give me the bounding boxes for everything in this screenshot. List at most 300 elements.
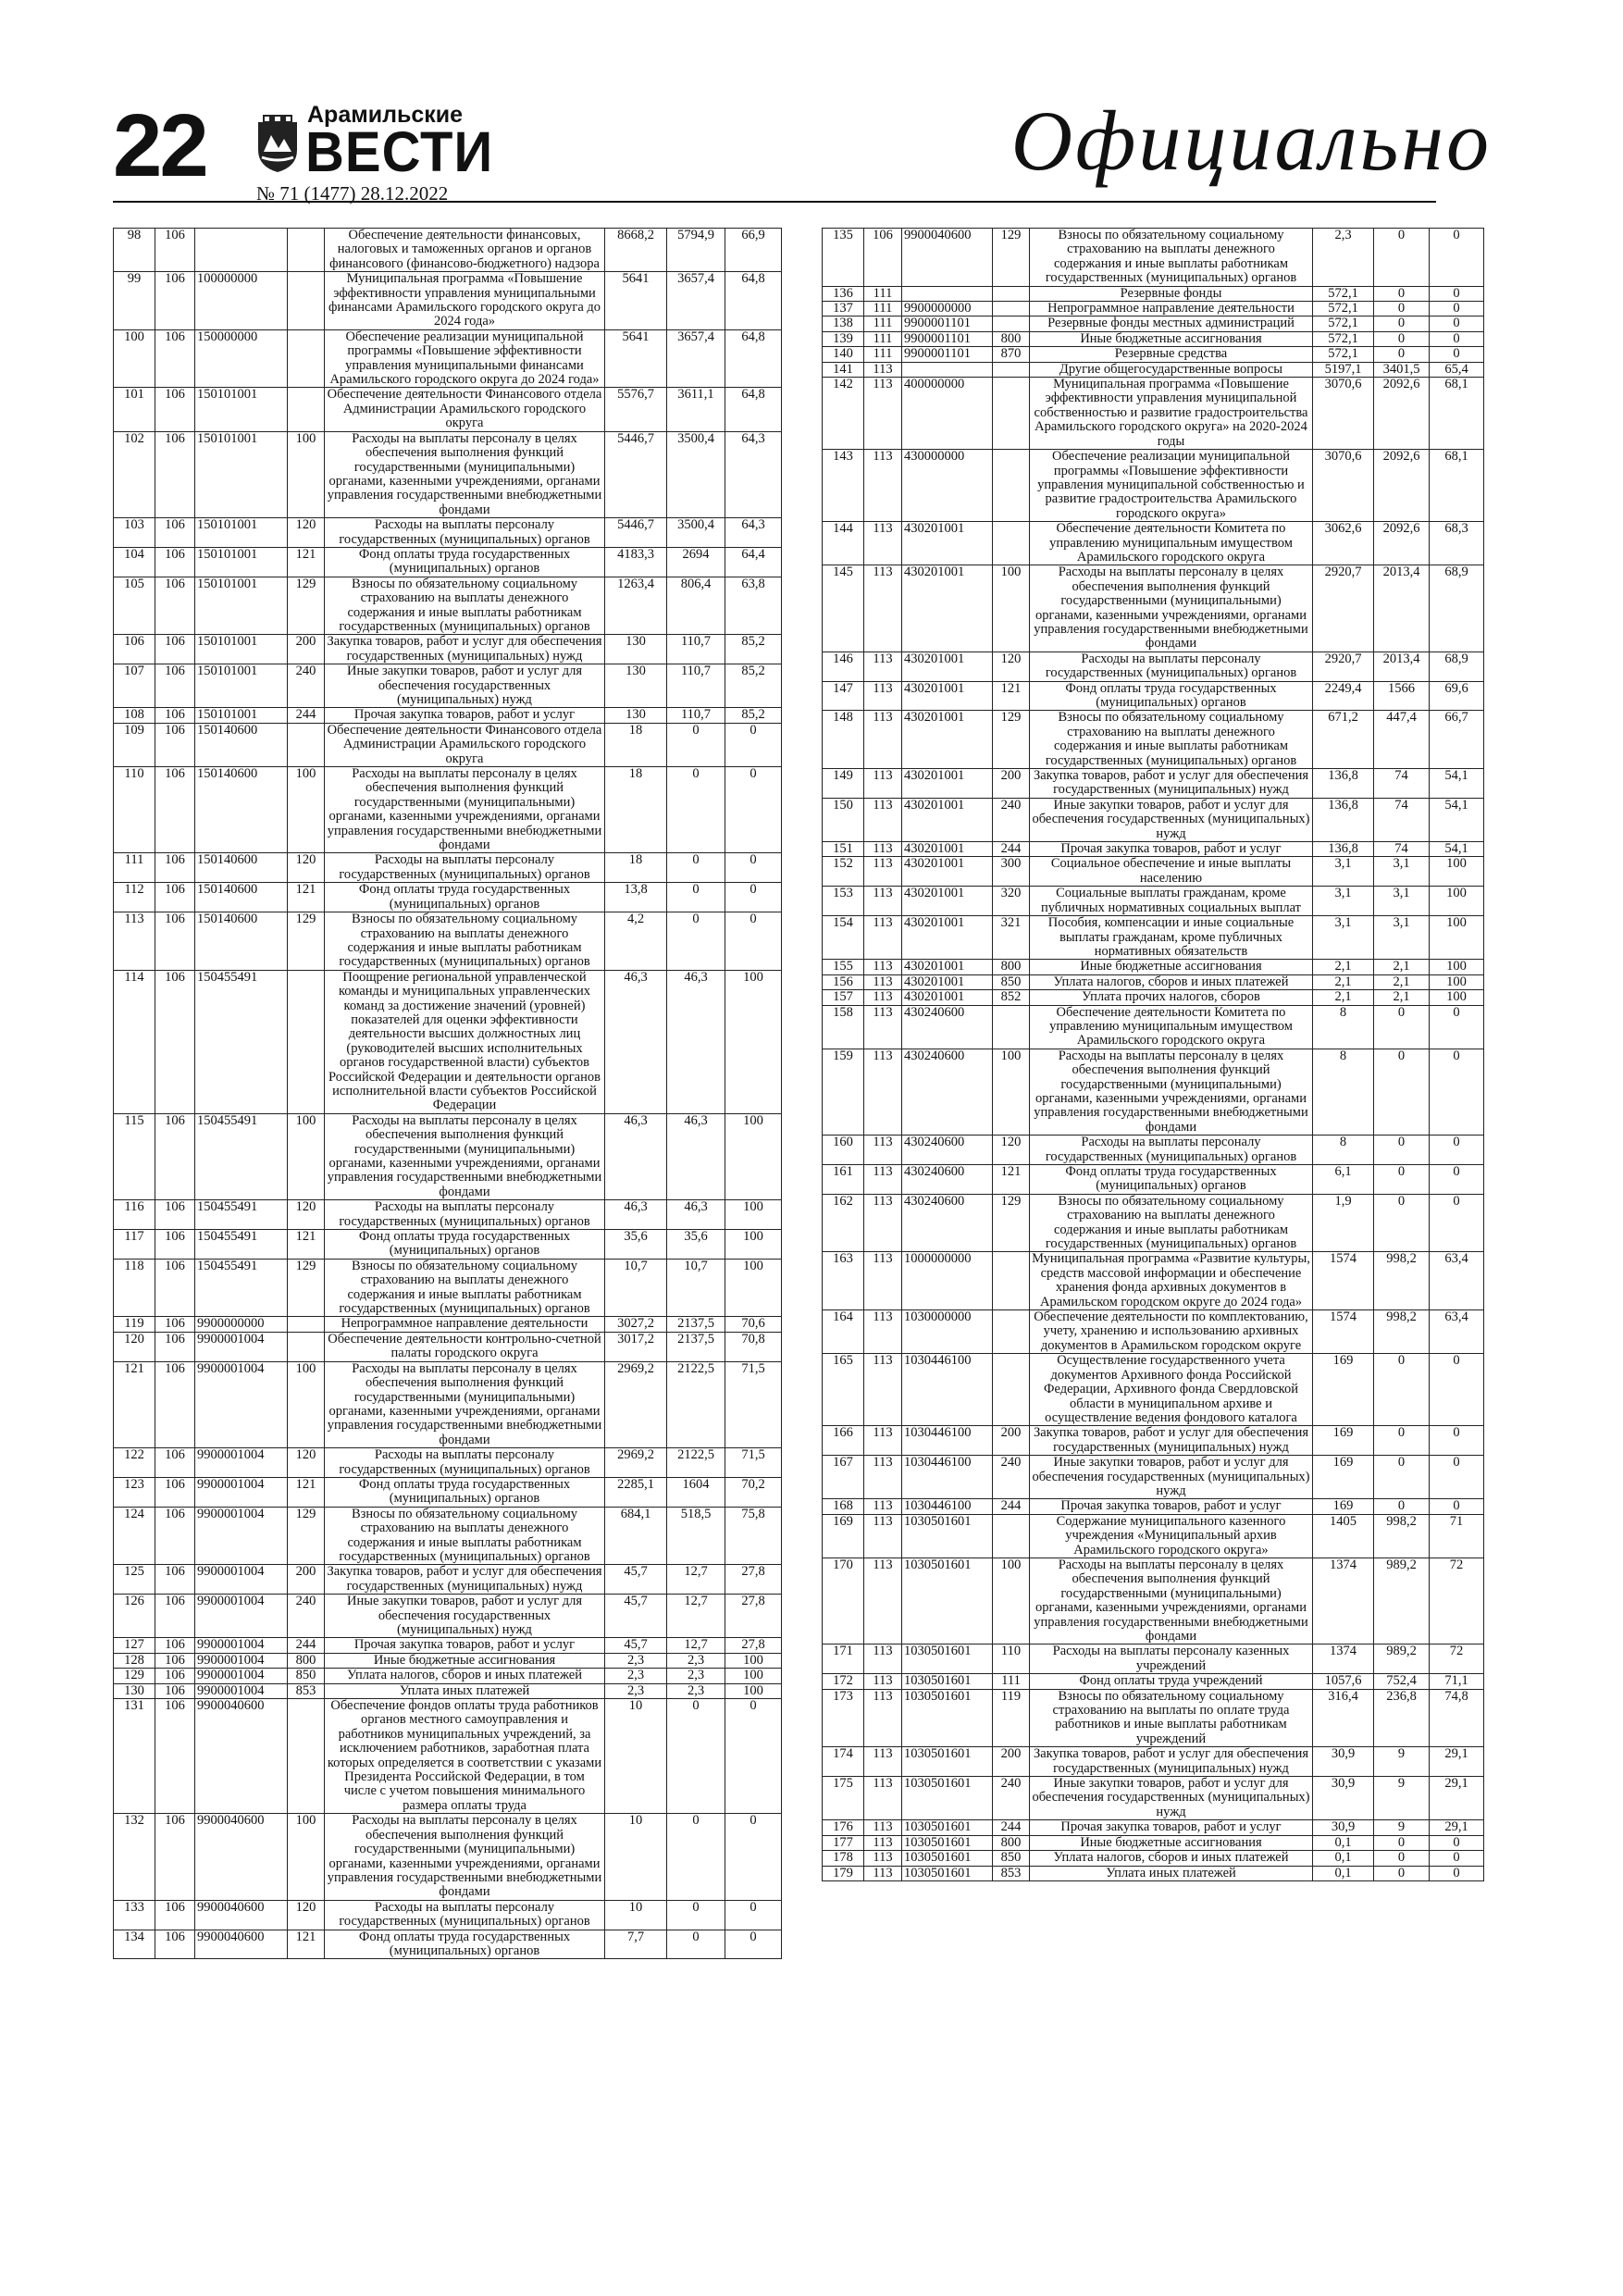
- table-row: [823, 1777, 1484, 1820]
- section-code: 106: [155, 883, 195, 912]
- row-number: 132: [114, 1814, 155, 1900]
- table-row: [114, 664, 782, 708]
- execution-percent: 64,8: [725, 272, 782, 330]
- row-description: Взносы по обязательному социальному страхованию на выплаты денежного содержания и иные выплаты работникам государственных (муниципальных) органов: [325, 912, 605, 971]
- section-code: 106: [155, 329, 195, 388]
- expense-type-code: 870: [993, 347, 1030, 362]
- table-row: [823, 565, 1484, 652]
- plan-amount: 46,3: [605, 1113, 667, 1199]
- executed-amount: 2092,6: [1374, 450, 1430, 522]
- table-row: [823, 681, 1484, 711]
- row-number: 129: [114, 1669, 155, 1683]
- execution-percent: 0: [1430, 1835, 1484, 1850]
- row-description: Обеспечение деятельности Комитета по управлению муниципальным имуществом Арамильского городского округа: [1030, 522, 1313, 565]
- row-description: Взносы по обязательному социальному страхованию на выплаты денежного содержания и иные выплаты работникам государственных (муниципальных) органов: [1030, 229, 1313, 287]
- table-row: [823, 1499, 1484, 1514]
- target-article-code: 1030501601: [902, 1835, 993, 1850]
- target-article-code: 430240600: [902, 1049, 993, 1135]
- execution-percent: 0: [725, 853, 782, 883]
- target-article-code: [195, 229, 288, 272]
- row-description: Обеспечение реализации муниципальной программы «Повышение эффективности управления муниципальными финансами Арамильского городского округа до 2024 года»: [325, 329, 605, 388]
- table-row: [823, 1820, 1484, 1835]
- row-number: 158: [823, 1005, 864, 1049]
- execution-percent: 100: [1430, 974, 1484, 989]
- row-description: Муниципальная программа «Развитие культуры, средств массовой информации и обеспечение хранения фонда архивных документов в Арамильском городском округе до 2024 года»: [1030, 1252, 1313, 1310]
- row-description: Социальное обеспечение и иные выплаты населению: [1030, 857, 1313, 887]
- plan-amount: 3,1: [1313, 916, 1374, 960]
- target-article-code: 430201001: [902, 887, 993, 916]
- executed-amount: 0: [667, 1699, 725, 1814]
- row-description: Закупка товаров, работ и услуг для обеспечения государственных (муниципальных) нужд: [1030, 1426, 1313, 1456]
- expense-type-code: 200: [288, 1565, 325, 1595]
- row-number: 145: [823, 565, 864, 652]
- execution-percent: 69,6: [1430, 681, 1484, 711]
- section-code: 106: [155, 1565, 195, 1595]
- expense-type-code: 853: [993, 1866, 1030, 1880]
- expense-type-code: 300: [993, 857, 1030, 887]
- row-number: 116: [114, 1200, 155, 1230]
- expense-type-code: 111: [993, 1674, 1030, 1689]
- execution-percent: 63,8: [725, 577, 782, 635]
- row-description: Взносы по обязательному социальному страхованию на выплаты по оплате труда работников и иные выплаты работникам учреждений: [1030, 1689, 1313, 1747]
- execution-percent: 0: [1430, 1136, 1484, 1165]
- row-description: Иные закупки товаров, работ и услуг для обеспечения государственных (муниципальных) нужд: [1030, 1777, 1313, 1820]
- executed-amount: 0: [1374, 286, 1430, 301]
- issue-info: № 71 (1477) 28.12.2022: [256, 182, 449, 205]
- row-number: 176: [823, 1820, 864, 1835]
- plan-amount: 2249,4: [1313, 681, 1374, 711]
- section-title: Официально: [1010, 93, 1492, 188]
- plan-amount: 169: [1313, 1354, 1374, 1426]
- plan-amount: 3070,6: [1313, 378, 1374, 450]
- execution-percent: 100: [725, 970, 782, 1113]
- row-number: 150: [823, 798, 864, 841]
- plan-amount: 30,9: [1313, 1777, 1374, 1820]
- section-code: 106: [155, 1477, 195, 1507]
- row-number: 109: [114, 723, 155, 766]
- budget-table-right: [822, 228, 1484, 1881]
- expense-type-code: [993, 302, 1030, 316]
- expense-type-code: 320: [993, 887, 1030, 916]
- section-code: 113: [864, 1866, 902, 1880]
- row-description: Закупка товаров, работ и услуг для обеспечения государственных (муниципальных) нужд: [325, 1565, 605, 1595]
- execution-percent: 68,9: [1430, 565, 1484, 652]
- executed-amount: 998,2: [1374, 1514, 1430, 1558]
- row-description: Муниципальная программа «Повышение эффективности управления муниципальной собственностью и развитие градостроительства Арамильского городского округа» на 2020-2024 годы: [1030, 378, 1313, 450]
- row-description: Иные бюджетные ассигнования: [1030, 960, 1313, 974]
- section-code: 106: [155, 1930, 195, 1959]
- executed-amount: 0: [1374, 1835, 1430, 1850]
- row-description: Расходы на выплаты персоналу государственных (муниципальных) органов: [325, 1200, 605, 1230]
- row-number: 164: [823, 1310, 864, 1354]
- section-code: 106: [155, 767, 195, 853]
- execution-percent: 72: [1430, 1558, 1484, 1644]
- row-description: Расходы на выплаты персоналу государственных (муниципальных) органов: [325, 1900, 605, 1930]
- execution-percent: 54,1: [1430, 769, 1484, 799]
- expense-type-code: [288, 1332, 325, 1361]
- table-row: [114, 431, 782, 517]
- executed-amount: 0: [1374, 1851, 1430, 1866]
- plan-amount: 2,3: [1313, 229, 1374, 287]
- executed-amount: 2,1: [1374, 990, 1430, 1005]
- plan-amount: 1057,6: [1313, 1674, 1374, 1689]
- execution-percent: 68,1: [1430, 450, 1484, 522]
- row-description: Обеспечение фондов оплаты труда работников органов местного самоуправления и работников муниципальных учреждений, за исключением работников, заработная плата которых определяется в соответствии с указами Президента Российской Федерации, в том числе с учетом повышения минимального размера оплаты труда: [325, 1699, 605, 1814]
- section-code: 113: [864, 1558, 902, 1644]
- plan-amount: 30,9: [1313, 1820, 1374, 1835]
- table-row: [823, 842, 1484, 857]
- target-article-code: 150140600: [195, 767, 288, 853]
- section-code: 106: [155, 518, 195, 548]
- row-number: 160: [823, 1136, 864, 1165]
- executed-amount: 35,6: [667, 1230, 725, 1260]
- table-row: [823, 1136, 1484, 1165]
- execution-percent: 0: [1430, 347, 1484, 362]
- row-number: 154: [823, 916, 864, 960]
- section-code: 113: [864, 1194, 902, 1252]
- section-code: 113: [864, 1499, 902, 1514]
- row-description: Расходы на выплаты персоналу в целях обеспечения выполнения функций государственными (муниципальными) органами, казенными учреждениями, органами управления государственными внебюджетными фондами: [325, 1361, 605, 1447]
- row-description: Иные бюджетные ассигнования: [1030, 1835, 1313, 1850]
- row-description: Иные бюджетные ассигнования: [325, 1653, 605, 1668]
- table-row: [114, 635, 782, 664]
- row-description: Фонд оплаты труда государственных (муниципальных) органов: [325, 1477, 605, 1507]
- table-row: [823, 711, 1484, 769]
- expense-type-code: 244: [288, 708, 325, 723]
- expense-type-code: [288, 1699, 325, 1814]
- executed-amount: 46,3: [667, 1200, 725, 1230]
- target-article-code: 430240600: [902, 1005, 993, 1049]
- target-article-code: 430201001: [902, 798, 993, 841]
- execution-percent: 0: [1430, 1005, 1484, 1049]
- section-code: 113: [864, 1005, 902, 1049]
- row-number: 162: [823, 1194, 864, 1252]
- expense-type-code: [288, 329, 325, 388]
- execution-percent: 100: [725, 1200, 782, 1230]
- row-number: 137: [823, 302, 864, 316]
- execution-percent: 100: [725, 1683, 782, 1698]
- expense-type-code: 240: [288, 1595, 325, 1638]
- row-number: 113: [114, 912, 155, 971]
- expense-type-code: 129: [288, 1259, 325, 1317]
- section-code: 113: [864, 1747, 902, 1777]
- execution-percent: 100: [725, 1669, 782, 1683]
- execution-percent: 0: [1430, 1354, 1484, 1426]
- table-row: [823, 331, 1484, 346]
- row-description: Резервные фонды местных администраций: [1030, 316, 1313, 331]
- executed-amount: 9: [1374, 1820, 1430, 1835]
- section-code: 113: [864, 1456, 902, 1499]
- section-code: 106: [155, 664, 195, 708]
- row-number: 170: [823, 1558, 864, 1644]
- expense-type-code: [993, 316, 1030, 331]
- section-code: 113: [864, 565, 902, 652]
- executed-amount: 989,2: [1374, 1558, 1430, 1644]
- target-article-code: 1030501601: [902, 1747, 993, 1777]
- row-number: 122: [114, 1448, 155, 1478]
- plan-amount: 7,7: [605, 1930, 667, 1959]
- section-code: 106: [155, 229, 195, 272]
- plan-amount: 169: [1313, 1499, 1374, 1514]
- row-description: Фонд оплаты труда государственных (муниципальных) органов: [1030, 1165, 1313, 1195]
- table-row: [114, 1361, 782, 1447]
- table-row: [114, 1930, 782, 1959]
- row-description: Иные закупки товаров, работ и услуг для обеспечения государственных (муниципальных) нужд: [1030, 798, 1313, 841]
- row-number: 168: [823, 1499, 864, 1514]
- plan-amount: 10: [605, 1900, 667, 1930]
- target-article-code: 430201001: [902, 522, 993, 565]
- execution-percent: 100: [1430, 887, 1484, 916]
- execution-percent: 68,1: [1430, 378, 1484, 450]
- expense-type-code: 100: [993, 1558, 1030, 1644]
- section-code: 113: [864, 1252, 902, 1310]
- section-code: 111: [864, 316, 902, 331]
- executed-amount: 12,7: [667, 1638, 725, 1653]
- section-code: 106: [155, 1683, 195, 1698]
- target-article-code: 150140600: [195, 883, 288, 912]
- plan-amount: 1574: [1313, 1252, 1374, 1310]
- row-description: Прочая закупка товаров, работ и услуг: [1030, 1499, 1313, 1514]
- expense-type-code: 240: [993, 798, 1030, 841]
- plan-amount: 1374: [1313, 1644, 1374, 1674]
- table-row: [114, 883, 782, 912]
- page-header: [113, 94, 1492, 204]
- table-row: [114, 853, 782, 883]
- target-article-code: 9900001004: [195, 1683, 288, 1698]
- table-row: [823, 960, 1484, 974]
- target-article-code: 150140600: [195, 723, 288, 766]
- expense-type-code: [993, 286, 1030, 301]
- plan-amount: 2969,2: [605, 1448, 667, 1478]
- table-row: [823, 1514, 1484, 1558]
- expense-type-code: [288, 723, 325, 766]
- row-number: 165: [823, 1354, 864, 1426]
- section-code: 106: [155, 1669, 195, 1683]
- row-description: Расходы на выплаты персоналу в целях обеспечения выполнения функций государственными (муниципальными) органами, казенными учреждениями, органами управления государственными внебюджетными фондами: [1030, 565, 1313, 652]
- row-number: 146: [823, 652, 864, 681]
- table-row: [823, 229, 1484, 287]
- executed-amount: 0: [1374, 1165, 1430, 1195]
- table-row: [823, 1558, 1484, 1644]
- row-number: 114: [114, 970, 155, 1113]
- target-article-code: 9900001004: [195, 1448, 288, 1478]
- row-number: 112: [114, 883, 155, 912]
- execution-percent: 27,8: [725, 1595, 782, 1638]
- executed-amount: 0: [1374, 1866, 1430, 1880]
- expense-type-code: [288, 388, 325, 431]
- row-description: Фонд оплаты труда учреждений: [1030, 1674, 1313, 1689]
- expense-type-code: 129: [288, 912, 325, 971]
- expense-type-code: [993, 1310, 1030, 1354]
- expense-type-code: [288, 229, 325, 272]
- table-row: [114, 577, 782, 635]
- plan-amount: 8: [1313, 1005, 1374, 1049]
- row-description: Расходы на выплаты персоналу государственных (муниципальных) органов: [325, 853, 605, 883]
- executed-amount: 2013,4: [1374, 565, 1430, 652]
- table-row: [823, 1252, 1484, 1310]
- expense-type-code: 120: [288, 853, 325, 883]
- execution-percent: 72: [1430, 1644, 1484, 1674]
- executed-amount: 3,1: [1374, 857, 1430, 887]
- execution-percent: 71,5: [725, 1361, 782, 1447]
- row-number: 151: [823, 842, 864, 857]
- plan-amount: 136,8: [1313, 769, 1374, 799]
- plan-amount: 1263,4: [605, 577, 667, 635]
- executed-amount: 46,3: [667, 970, 725, 1113]
- expense-type-code: 100: [288, 767, 325, 853]
- expense-type-code: [288, 1317, 325, 1332]
- target-article-code: 1030501601: [902, 1558, 993, 1644]
- table-row: [823, 1005, 1484, 1049]
- row-number: 173: [823, 1689, 864, 1747]
- target-article-code: 9900001004: [195, 1507, 288, 1565]
- target-article-code: 9900001004: [195, 1638, 288, 1653]
- row-description: Расходы на выплаты персоналу государственных (муниципальных) органов: [325, 518, 605, 548]
- row-description: Обеспечение деятельности Финансового отдела Администрации Арамильского городского округа: [325, 723, 605, 766]
- section-code: 106: [155, 1332, 195, 1361]
- row-description: Расходы на выплаты персоналу государственных (муниципальных) органов: [1030, 1136, 1313, 1165]
- section-code: 106: [155, 1113, 195, 1199]
- target-article-code: 150455491: [195, 1113, 288, 1199]
- table-row: [114, 388, 782, 431]
- section-code: 106: [864, 229, 902, 287]
- target-article-code: 9900040600: [195, 1900, 288, 1930]
- row-description: Муниципальная программа «Повышение эффективности управления муниципальными финансами Арамильского городского округа до 2024 года»: [325, 272, 605, 330]
- plan-amount: 572,1: [1313, 347, 1374, 362]
- row-number: 99: [114, 272, 155, 330]
- table-row: [114, 1814, 782, 1900]
- execution-percent: 74,8: [1430, 1689, 1484, 1747]
- table-row: [114, 1507, 782, 1565]
- row-description: Расходы на выплаты персоналу в целях обеспечения выполнения функций государственными (муниципальными) органами, казенными учреждениями, органами управления государственными внебюджетными фондами: [325, 1113, 605, 1199]
- row-description: Фонд оплаты труда государственных (муниципальных) органов: [325, 883, 605, 912]
- row-number: 138: [823, 316, 864, 331]
- plan-amount: 1,9: [1313, 1194, 1374, 1252]
- section-code: 113: [864, 1644, 902, 1674]
- plan-amount: 4183,3: [605, 547, 667, 577]
- plan-amount: 2,1: [1313, 960, 1374, 974]
- table-row: [114, 1448, 782, 1478]
- target-article-code: 430201001: [902, 960, 993, 974]
- row-number: 104: [114, 547, 155, 577]
- target-article-code: 430201001: [902, 769, 993, 799]
- expense-type-code: 850: [288, 1669, 325, 1683]
- table-row: [823, 1456, 1484, 1499]
- target-article-code: 1030446100: [902, 1354, 993, 1426]
- section-code: 113: [864, 522, 902, 565]
- executed-amount: 12,7: [667, 1595, 725, 1638]
- executed-amount: 1604: [667, 1477, 725, 1507]
- table-row: [823, 378, 1484, 450]
- executed-amount: 2092,6: [1374, 522, 1430, 565]
- target-article-code: 430201001: [902, 652, 993, 681]
- row-description: Пособия, компенсации и иные социальные выплаты гражданам, кроме публичных нормативных обязательств: [1030, 916, 1313, 960]
- table-row: [114, 547, 782, 577]
- section-code: 113: [864, 887, 902, 916]
- plan-amount: 3017,2: [605, 1332, 667, 1361]
- execution-percent: 64,8: [725, 329, 782, 388]
- target-article-code: 1030501601: [902, 1674, 993, 1689]
- table-row: [114, 329, 782, 388]
- plan-amount: 136,8: [1313, 798, 1374, 841]
- execution-percent: 0: [1430, 302, 1484, 316]
- executed-amount: 2,1: [1374, 960, 1430, 974]
- execution-percent: 0: [1430, 286, 1484, 301]
- target-article-code: 9900000000: [902, 302, 993, 316]
- section-code: 113: [864, 1851, 902, 1866]
- section-code: 113: [864, 1820, 902, 1835]
- plan-amount: 1374: [1313, 1558, 1374, 1644]
- target-article-code: 9900040600: [902, 229, 993, 287]
- table-row: [823, 887, 1484, 916]
- expense-type-code: 129: [993, 1194, 1030, 1252]
- executed-amount: 3611,1: [667, 388, 725, 431]
- table-row: [114, 272, 782, 330]
- plan-amount: 684,1: [605, 1507, 667, 1565]
- plan-amount: 0,1: [1313, 1835, 1374, 1850]
- expense-type-code: 100: [288, 1814, 325, 1900]
- row-description: Расходы на выплаты персоналу казенных учреждений: [1030, 1644, 1313, 1674]
- execution-percent: 0: [725, 1699, 782, 1814]
- table-row: [823, 1426, 1484, 1456]
- expense-type-code: 100: [288, 1361, 325, 1447]
- execution-percent: 71: [1430, 1514, 1484, 1558]
- executed-amount: 0: [667, 853, 725, 883]
- executed-amount: 3657,4: [667, 272, 725, 330]
- section-code: 113: [864, 681, 902, 711]
- row-number: 110: [114, 767, 155, 853]
- target-article-code: 150455491: [195, 1259, 288, 1317]
- target-article-code: 1030501601: [902, 1851, 993, 1866]
- executed-amount: 0: [1374, 1136, 1430, 1165]
- plan-amount: 13,8: [605, 883, 667, 912]
- section-code: 111: [864, 302, 902, 316]
- page-number: 22: [113, 96, 206, 195]
- expense-type-code: [993, 522, 1030, 565]
- expense-type-code: 119: [993, 1689, 1030, 1747]
- plan-amount: 5446,7: [605, 431, 667, 517]
- executed-amount: 3657,4: [667, 329, 725, 388]
- execution-percent: 100: [1430, 916, 1484, 960]
- executed-amount: 3500,4: [667, 431, 725, 517]
- execution-percent: 27,8: [725, 1638, 782, 1653]
- expense-type-code: 850: [993, 974, 1030, 989]
- table-row: [823, 1835, 1484, 1850]
- executed-amount: 0: [1374, 1005, 1430, 1049]
- row-number: 98: [114, 229, 155, 272]
- plan-amount: 1574: [1313, 1310, 1374, 1354]
- table-row: [114, 1200, 782, 1230]
- execution-percent: 0: [725, 1900, 782, 1930]
- logo-subtitle: Арамильские: [307, 102, 464, 128]
- target-article-code: 430201001: [902, 990, 993, 1005]
- target-article-code: 150101001: [195, 431, 288, 517]
- execution-percent: 66,7: [1430, 711, 1484, 769]
- execution-percent: 63,4: [1430, 1310, 1484, 1354]
- expense-type-code: 200: [993, 769, 1030, 799]
- section-code: 113: [864, 1136, 902, 1165]
- plan-amount: 30,9: [1313, 1747, 1374, 1777]
- row-number: 155: [823, 960, 864, 974]
- table-row: [823, 1747, 1484, 1777]
- execution-percent: 29,1: [1430, 1777, 1484, 1820]
- section-code: 106: [155, 577, 195, 635]
- row-description: Содержание муниципального казенного учреждения «Муниципальный архив Арамильского городского округа»: [1030, 1514, 1313, 1558]
- table-row: [823, 916, 1484, 960]
- target-article-code: 1030501601: [902, 1689, 993, 1747]
- target-article-code: 1030501601: [902, 1644, 993, 1674]
- plan-amount: 5641: [605, 272, 667, 330]
